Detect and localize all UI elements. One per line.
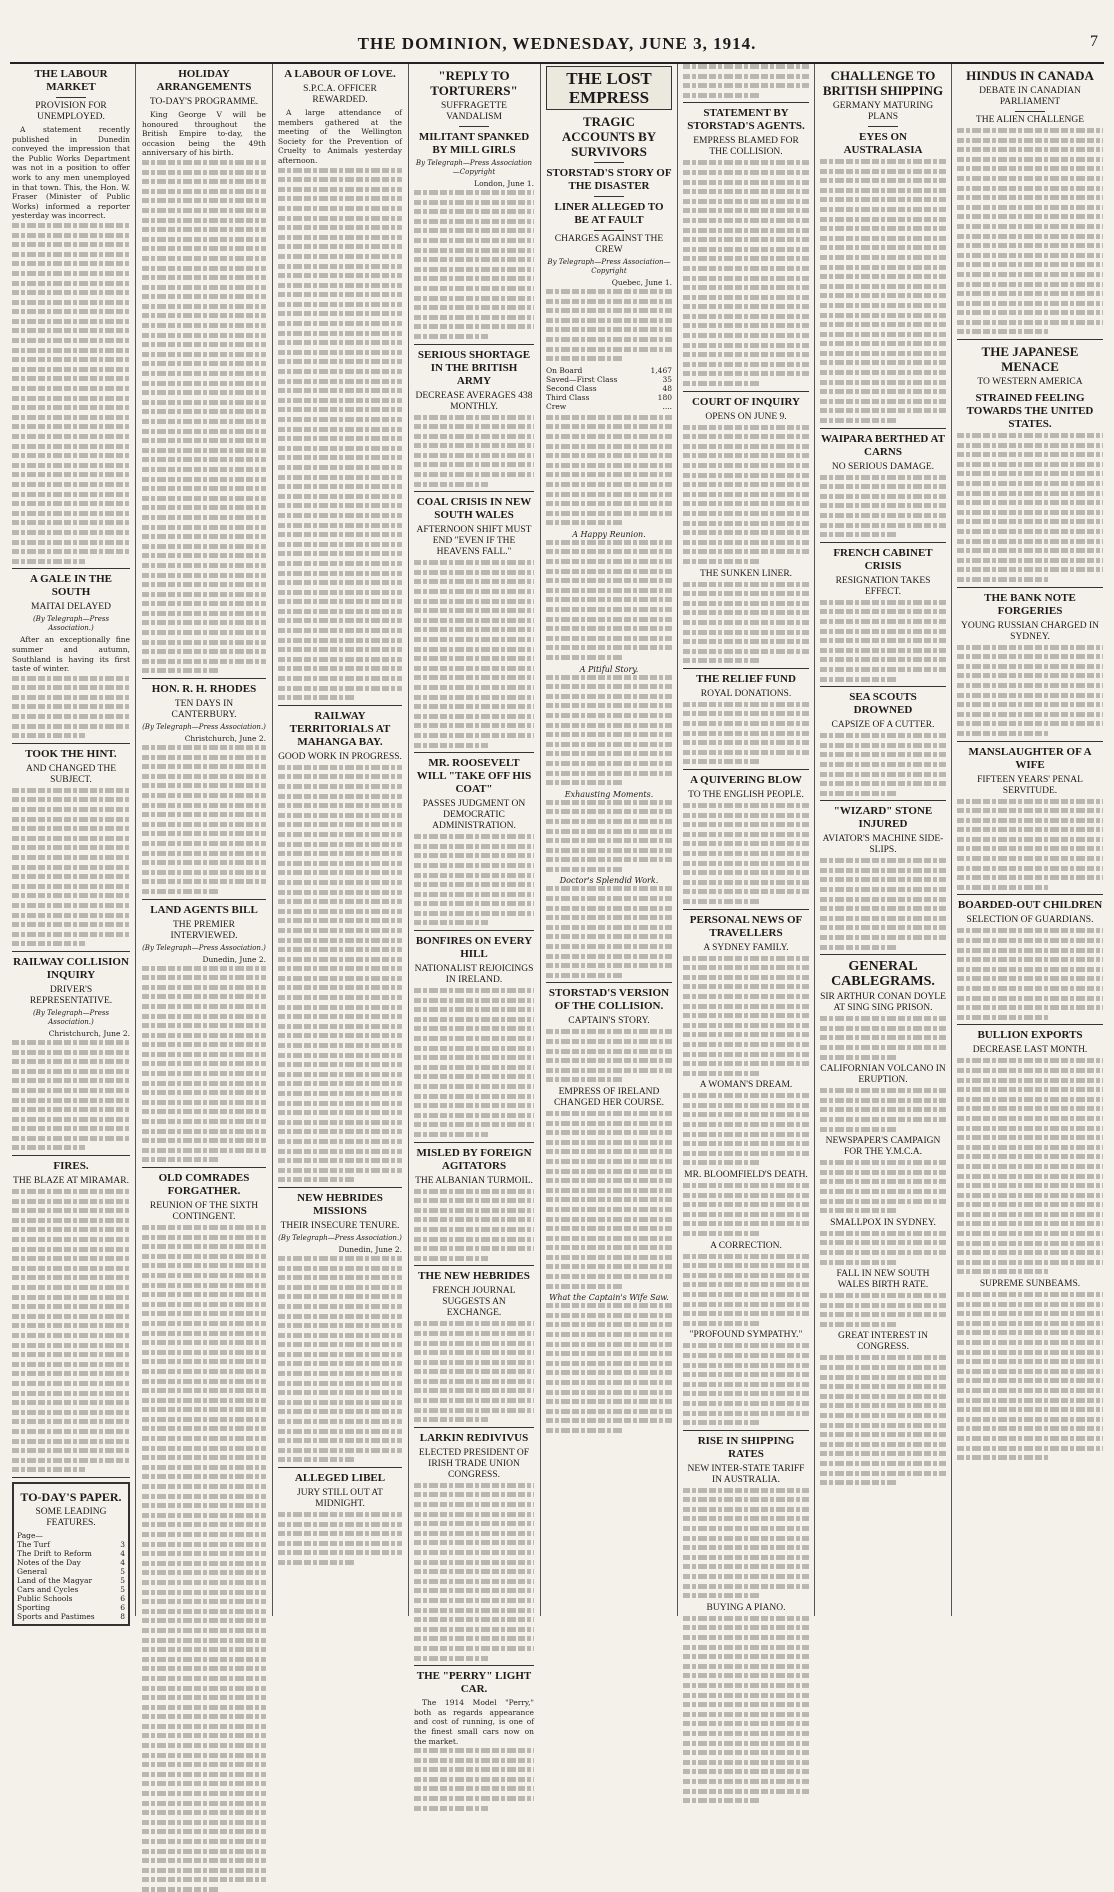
subheadline: ELECTED PRESIDENT OF IRISH TRADE UNION CONGRESS. xyxy=(418,1447,530,1480)
casualty-value: 48 xyxy=(662,383,672,393)
article-text-block xyxy=(142,1225,266,1892)
feature-label: The Drift to Reform xyxy=(17,1548,92,1558)
subheadline: DECREASE LAST MONTH. xyxy=(972,1045,1088,1056)
subheadline: CALIFORNIAN VOLCANO IN ERUPTION. xyxy=(820,1064,946,1086)
casualty-label: Crew xyxy=(546,401,567,411)
headline: LAND AGENTS BILL xyxy=(150,903,258,916)
article-text-block xyxy=(414,415,534,487)
article-text-block xyxy=(820,600,946,682)
article-text-block xyxy=(683,582,809,664)
article-text-block xyxy=(546,675,672,786)
headline: THE BANK NOTE FORGERIES xyxy=(984,591,1076,617)
column-divider xyxy=(135,64,136,1616)
article-text-block xyxy=(957,1292,1103,1460)
byline: (By Telegraph—Press Association.) xyxy=(142,723,266,732)
subheadline: DECREASE AVERAGES 438 MONTHLY. xyxy=(415,390,533,412)
article-text-block xyxy=(414,1483,534,1661)
headline: MR. ROOSEVELT WILL "TAKE OFF HIS COAT" xyxy=(416,757,532,796)
subheadline: OPENS ON JUNE 9. xyxy=(705,411,787,422)
feature-label: Notes of the Day xyxy=(17,1557,81,1567)
article-text-block xyxy=(414,1189,534,1261)
headline: RAILWAY COLLISION INQUIRY xyxy=(13,955,129,981)
subheadline: TO THE ENGLISH PEOPLE. xyxy=(688,790,804,801)
byline: By Telegraph—Press Association—Copyright xyxy=(547,258,671,275)
headline: TRAGIC ACCOUNTS BY SURVIVORS xyxy=(561,114,657,159)
subheadline: SMALLPOX IN SYDNEY. xyxy=(830,1217,936,1228)
feature-page: 5 xyxy=(120,1566,125,1576)
subheadline: SELECTION OF GUARDIANS. xyxy=(966,915,1094,926)
article-text-block xyxy=(546,1111,672,1289)
subheadline: THE ALIEN CHALLENGE xyxy=(975,115,1085,125)
column-divider xyxy=(408,64,409,1616)
article-text-block xyxy=(683,1488,809,1599)
page-number: 7 xyxy=(1090,33,1098,50)
headline: A QUIVERING BLOW xyxy=(690,774,802,787)
article-text-block xyxy=(546,800,672,872)
article-text-block xyxy=(142,160,266,673)
column-1 xyxy=(12,64,130,1621)
article-text-block xyxy=(957,645,1103,736)
subheadline: DEBATE IN CANADIAN PARLIAMENT xyxy=(979,86,1081,107)
casualty-label: On Board xyxy=(546,365,583,375)
casualty-value: 180 xyxy=(657,392,672,402)
headline: "REPLY TO TORTURERS" xyxy=(430,68,518,98)
headline: A LABOUR OF LOVE. xyxy=(284,68,396,80)
subheadline: THE BLAZE AT MIRAMAR. xyxy=(13,1176,129,1187)
column-7 xyxy=(820,64,946,1614)
headline: COURT OF INQUIRY xyxy=(691,395,800,408)
headline: PERSONAL NEWS OF TRAVELLERS xyxy=(689,913,803,939)
feature-label: General xyxy=(17,1566,48,1576)
subheadline: THE SUNKEN LINER. xyxy=(699,568,793,579)
dateline: London, June 1. xyxy=(474,179,534,188)
article-text-block xyxy=(683,702,809,765)
subheadline: A CORRECTION. xyxy=(710,1240,782,1251)
section-subhead: A Happy Reunion. xyxy=(572,529,646,539)
column-4 xyxy=(414,64,534,1746)
headline: COAL CRISIS IN NEW SOUTH WALES xyxy=(416,496,532,522)
headline: HINDUS IN CANADA xyxy=(966,68,1094,83)
column-divider xyxy=(677,64,678,1616)
subheadline: GOOD WORK IN PROGRESS. xyxy=(278,751,402,762)
article-lead: A statement recently published in Dunedin conveyed the impression that the Public Works Department was not in a position to offer work to any men unemployed in that town. This, the Hon. W. Fraser (Minister of Public Works) informed a reporter yesterday was incorrect. xyxy=(12,125,130,221)
article-text-block xyxy=(414,1321,534,1422)
subheadline: BUYING A PIANO. xyxy=(706,1602,786,1613)
article-text-block xyxy=(278,168,402,701)
section-subhead: A Pitiful Story. xyxy=(579,664,639,674)
article-text-block xyxy=(820,1088,946,1131)
column-5 xyxy=(546,64,672,1614)
article-text-block xyxy=(683,160,809,386)
column-8 xyxy=(957,64,1103,1614)
article-text-block xyxy=(278,1512,402,1565)
article-lead: The 1914 Model "Perry," both as regards appearance and cost of running, is one of the finest small cars now on the market. xyxy=(414,1698,534,1746)
article-text-block xyxy=(414,1748,534,1811)
subheadline: GERMANY MATURING PLANS xyxy=(832,101,934,122)
article-text-block xyxy=(278,765,402,1183)
subheadline: NEW INTER-STATE TARIFF IN AUSTRALIA. xyxy=(687,1463,805,1485)
headline: LARKIN REDIVIVUS xyxy=(419,1431,529,1444)
lead-headline: THE LOST EMPRESS xyxy=(546,66,672,110)
subheadline: A WOMAN'S DREAM. xyxy=(699,1080,793,1091)
subheadline: PROVISION FOR UNEMPLOYED. xyxy=(35,101,107,122)
feature-page xyxy=(111,1531,125,1540)
headline: BOARDED-OUT CHILDREN xyxy=(957,899,1103,912)
todays-paper-box xyxy=(12,1482,130,1626)
subheadline: CAPTAIN'S STORY. xyxy=(568,1016,650,1027)
feature-row xyxy=(17,1531,125,1540)
subheadline: THEIR INSECURE TENURE. xyxy=(280,1220,400,1231)
headline: RAILWAY TERRITORIALS AT MAHANGA BAY. xyxy=(289,709,391,748)
subheadline: SIR ARTHUR CONAN DOYLE AT SING SING PRISON. xyxy=(820,992,946,1014)
headline: HOLIDAY ARRANGEMENTS xyxy=(156,68,252,93)
byline: (By Telegraph—Press Association.) xyxy=(278,1233,402,1242)
article-text-block xyxy=(12,223,130,564)
subheadline: DRIVER'S REPRESENTATIVE. xyxy=(29,984,113,1006)
subheadline: NATIONALIST REJOICINGS IN IRELAND. xyxy=(414,964,534,986)
article-text-block xyxy=(683,1616,809,1803)
headline: CHALLENGE TO BRITISH SHIPPING xyxy=(822,68,944,98)
headline: SEA SCOUTS DROWNED xyxy=(849,691,917,717)
article-text-block xyxy=(820,1160,946,1213)
subheadline: THE ALBANIAN TURMOIL. xyxy=(415,1175,533,1186)
article-text-block xyxy=(12,788,130,947)
subheadline: RESIGNATION TAKES EFFECT. xyxy=(835,575,931,597)
dateline: Dunedin, June 2. xyxy=(338,1244,402,1254)
feature-row xyxy=(17,1567,125,1576)
feature-row xyxy=(17,1576,125,1585)
article-lead: King George V will be honoured throughout the British Empire to-day, the occasion being the 49th anniversary of his birth. xyxy=(142,110,266,158)
subheadline: TO WESTERN AMERICA xyxy=(977,377,1083,388)
subheadline: AVIATOR'S MACHINE SIDE-SLIPS. xyxy=(822,834,944,856)
headline: BONFIRES ON EVERY HILL xyxy=(415,935,533,961)
article-text-block xyxy=(683,1254,809,1326)
byline: By Telegraph—Press Association—Copyright xyxy=(415,159,533,176)
casualty-label: Third Class xyxy=(546,392,590,402)
feature-page: 3 xyxy=(120,1539,125,1549)
article-text-block xyxy=(546,886,672,977)
column-divider xyxy=(540,64,541,1616)
headline: STORSTAD'S VERSION OF THE COLLISION. xyxy=(548,987,670,1013)
subheadline: PASSES JUDGMENT ON DEMOCRATIC ADMINISTRATION. xyxy=(422,799,526,832)
feature-page: 5 xyxy=(120,1584,125,1594)
headline: RISE IN SHIPPING RATES xyxy=(697,1434,795,1460)
feature-page: 6 xyxy=(120,1602,125,1612)
column-2 xyxy=(142,64,266,1614)
article-text-block xyxy=(820,475,946,538)
feature-page: 4 xyxy=(120,1557,125,1567)
headline: THE "PERRY" LIGHT CAR. xyxy=(416,1670,532,1696)
casualty-label: Saved—First Class xyxy=(546,374,618,384)
subheadline: REUNION OF THE SIXTH CONTINGENT. xyxy=(149,1201,259,1222)
feature-label: Cars and Cycles xyxy=(17,1584,79,1594)
subheadline: NEWSPAPER'S CAMPAIGN FOR THE Y.M.C.A. xyxy=(825,1136,941,1158)
section-subhead: What the Captain's Wife Saw. xyxy=(549,1293,669,1303)
casualty-row xyxy=(546,384,672,393)
article-text-block xyxy=(546,1029,672,1082)
headline: GENERAL CABLEGRAMS. xyxy=(831,959,935,990)
subheadline: EMPRESS BLAMED FOR THE COLLISION. xyxy=(693,136,799,158)
subheadline: SUPREME SUNBEAMS. xyxy=(979,1279,1081,1290)
casualty-value: 35 xyxy=(662,374,672,384)
article-text-block xyxy=(957,799,1103,890)
article-text-block xyxy=(414,190,534,339)
article-text-block xyxy=(414,560,534,747)
casualty-row xyxy=(546,402,672,411)
casualty-row xyxy=(546,393,672,402)
subheadline: THE PREMIER INTERVIEWED. xyxy=(170,919,238,941)
byline: (By Telegraph—Press Association.) xyxy=(32,1008,110,1026)
subheadline: FIFTEEN YEARS' PENAL SERVITUDE. xyxy=(977,774,1083,796)
article-text-block xyxy=(414,834,534,925)
article-text-block xyxy=(683,1343,809,1425)
subheadline: FALL IN NEW SOUTH WALES BIRTH RATE. xyxy=(836,1269,930,1291)
section-subhead: Exhausting Moments. xyxy=(564,789,654,799)
subheadline: S.P.C.A. OFFICER REWARDED. xyxy=(303,84,377,105)
article-text-block xyxy=(683,425,809,564)
casualty-value: .... xyxy=(662,401,672,411)
subheadline: NO SERIOUS DAMAGE. xyxy=(831,461,935,472)
masthead xyxy=(0,0,1114,60)
subheadline: CHARGES AGAINST THE CREW xyxy=(554,234,664,255)
casualty-value: 1,467 xyxy=(650,365,672,375)
subheadline: SUFFRAGETTE VANDALISM xyxy=(441,101,507,122)
subheadline: EMPRESS OF IRELAND CHANGED HER COURSE. xyxy=(553,1086,665,1108)
headline: STATEMENT BY STORSTAD'S AGENTS. xyxy=(687,107,805,133)
headline: THE JAPANESE MENACE xyxy=(981,344,1079,375)
article-text-block xyxy=(957,928,1103,1019)
article-text-block xyxy=(820,159,946,423)
feature-page: 5 xyxy=(120,1575,125,1585)
article-text-block xyxy=(414,988,534,1137)
article-text-block xyxy=(957,1058,1103,1274)
headline: THE NEW HEBRIDES xyxy=(418,1270,530,1283)
feature-row xyxy=(17,1594,125,1603)
subheadline: JURY STILL OUT AT MIDNIGHT. xyxy=(297,1488,383,1509)
article-text-block xyxy=(683,64,809,98)
column-6 xyxy=(683,64,809,1614)
article-text-block xyxy=(820,858,946,949)
feature-label: The Turf xyxy=(17,1539,50,1549)
article-text-block xyxy=(820,1355,946,1485)
section-subhead: Doctor's Splendid Work. xyxy=(559,876,659,886)
headline: MANSLAUGHTER OF A WIFE xyxy=(968,745,1092,771)
box-title: TO-DAY'S PAPER. xyxy=(20,1489,122,1504)
features-table xyxy=(17,1531,125,1621)
headline: FIRES. xyxy=(53,1160,89,1173)
feature-label: Page— xyxy=(17,1530,43,1540)
casualty-row xyxy=(546,375,672,384)
article-text-block xyxy=(142,745,266,894)
article-text-block xyxy=(820,1016,946,1059)
casualty-label: Second Class xyxy=(546,383,597,393)
headline: THE RELIEF FUND xyxy=(696,672,796,685)
headline: OLD COMRADES FORGATHER. xyxy=(158,1172,250,1197)
subheadline: "PROFOUND SYMPATHY." xyxy=(689,1330,803,1341)
headline: BULLION EXPORTS xyxy=(977,1029,1083,1042)
headline: HON. R. H. RHODES xyxy=(151,683,257,696)
feature-row xyxy=(17,1540,125,1549)
byline: (By Telegraph—Press Association.) xyxy=(32,615,110,633)
headline: THE LABOUR MARKET xyxy=(34,68,108,93)
article-text-block xyxy=(683,803,809,904)
article-text-block xyxy=(546,540,672,660)
headline: STRAINED FEELING TOWARDS THE UNITED STATES. xyxy=(966,392,1094,431)
article-text-block xyxy=(12,1189,130,1472)
article-text-block xyxy=(546,1303,672,1433)
subheadline: CAPSIZE OF A CUTTER. xyxy=(831,720,935,731)
article-text-block xyxy=(12,676,130,739)
article-text-block xyxy=(142,966,266,1163)
feature-row xyxy=(17,1585,125,1594)
headline: STORSTAD'S STORY OF THE DISASTER xyxy=(546,167,672,192)
article-text-block xyxy=(12,1040,130,1151)
feature-label: Sports and Pastimes xyxy=(17,1611,95,1621)
headline: ALLEGED LIBEL xyxy=(294,1472,386,1484)
headline: MILITANT SPANKED BY MILL GIRLS xyxy=(418,131,530,156)
subheadline: GREAT INTEREST IN CONGRESS. xyxy=(838,1331,928,1353)
headline: TOOK THE HINT. xyxy=(25,747,117,760)
headline: WAIPARA BERTHED AT CARNS xyxy=(821,432,945,458)
column-divider xyxy=(814,64,815,1616)
byline: (By Telegraph—Press Association.) xyxy=(142,943,266,952)
article-text-block xyxy=(683,1183,809,1236)
subheadline: AND CHANGED THE SUBJECT. xyxy=(25,763,117,785)
feature-row xyxy=(17,1558,125,1567)
article-text-block xyxy=(683,956,809,1076)
headline: NEW HEBRIDES MISSIONS xyxy=(297,1191,383,1217)
article-lead: A large attendance of members gathered at the meeting of the Wellington Society for the Prevention of Cruelty to Animals yesterday afternoon. xyxy=(278,108,402,165)
feature-row xyxy=(17,1612,125,1621)
subheadline: AFTERNOON SHIFT MUST END "EVEN IF THE HEAVENS FALL." xyxy=(416,525,532,558)
dateline: Christchurch, June 2. xyxy=(184,734,266,744)
column-3 xyxy=(278,64,402,1614)
article-text-block xyxy=(683,1093,809,1165)
page-title: THE DOMINION, WEDNESDAY, JUNE 3, 1914. xyxy=(357,34,757,53)
headline: LINER ALLEGED TO BE AT FAULT xyxy=(554,201,664,226)
subheadline: TO-DAY'S PROGRAMME. xyxy=(149,97,259,107)
article-text-block xyxy=(278,1256,402,1462)
feature-label: Sporting xyxy=(17,1602,51,1612)
article-text-block xyxy=(820,1293,946,1327)
feature-page: 8 xyxy=(120,1611,125,1621)
feature-row xyxy=(17,1549,125,1558)
subheadline: TEN DAYS IN CANTERBURY. xyxy=(171,699,237,721)
article-text-block xyxy=(957,433,1103,582)
casualty-table xyxy=(546,366,672,411)
article-lead: After an exceptionally fine summer and autumn, Southland is having its first taste of winter. xyxy=(12,635,130,674)
box-subtitle: SOME LEADING FEATURES. xyxy=(35,1506,107,1528)
subheadline: YOUNG RUSSIAN CHARGED IN SYDNEY. xyxy=(960,620,1100,642)
feature-row xyxy=(17,1603,125,1612)
subheadline: MAITAI DELAYED xyxy=(31,602,111,613)
headline: A GALE IN THE SOUTH xyxy=(29,573,113,599)
subheadline: A SYDNEY FAMILY. xyxy=(703,942,789,953)
headline: SERIOUS SHORTAGE IN THE BRITISH ARMY xyxy=(417,348,531,387)
feature-label: Land of the Magyar xyxy=(17,1575,93,1585)
subheadline: FRENCH JOURNAL SUGGESTS AN EXCHANGE. xyxy=(432,1286,516,1319)
column-divider xyxy=(272,64,273,1616)
column-divider xyxy=(951,64,952,1616)
article-text-block xyxy=(820,733,946,796)
feature-label: Public Schools xyxy=(17,1593,73,1603)
article-text-block xyxy=(957,128,1103,334)
headline: "WIZARD" STONE INJURED xyxy=(833,805,933,831)
headline: MISLED BY FOREIGN AGITATORS xyxy=(416,1146,532,1172)
casualty-row xyxy=(546,366,672,375)
headline: FRENCH CABINET CRISIS xyxy=(833,546,933,572)
subheadline: ROYAL DONATIONS. xyxy=(700,688,792,699)
subheadline: MR. BLOOMFIELD'S DEATH. xyxy=(684,1170,808,1181)
feature-page: 6 xyxy=(120,1593,125,1603)
headline: EYES ON AUSTRALASIA xyxy=(843,131,923,156)
dateline: Quebec, June 1. xyxy=(611,278,672,287)
feature-page: 4 xyxy=(120,1548,125,1558)
dateline: Dunedin, June 2. xyxy=(202,954,266,964)
article-text-block xyxy=(820,1231,946,1265)
article-text-block xyxy=(546,415,672,526)
article-text-block xyxy=(546,289,672,361)
dateline: Christchurch, June 2. xyxy=(48,1028,130,1038)
